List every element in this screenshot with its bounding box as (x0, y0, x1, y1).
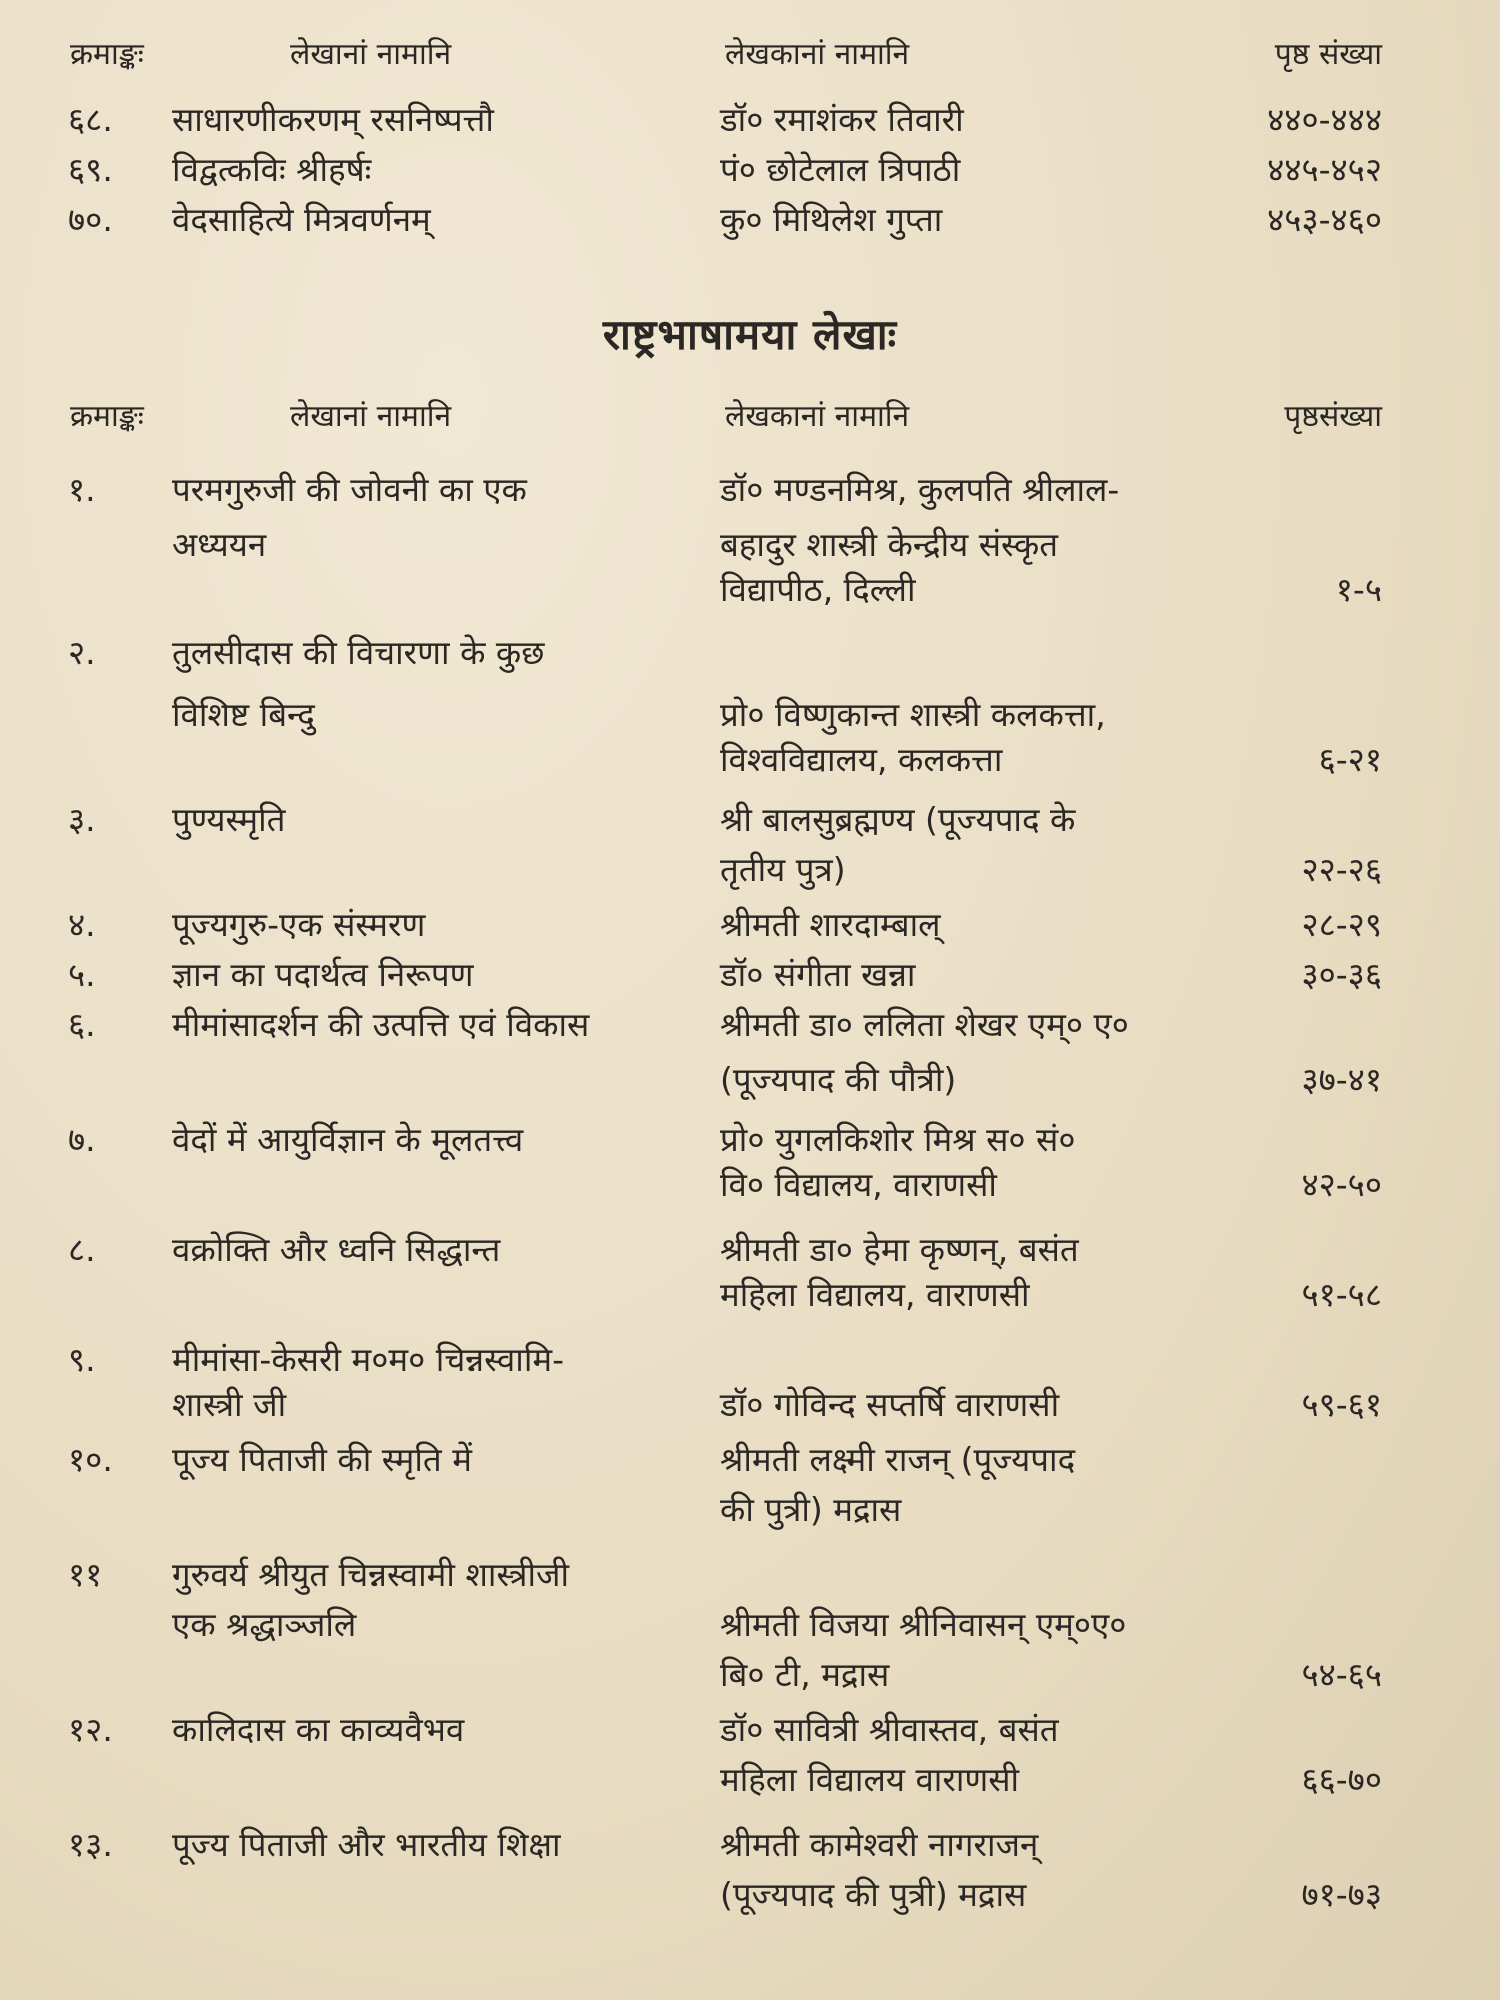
entry-pages: १-५ (1335, 570, 1382, 609)
entry-pages: २२-२६ (1301, 850, 1382, 889)
entry-title: गुरुवर्य श्रीयुत चिन्नस्वामी शास्त्रीजी (172, 1555, 570, 1594)
toc-row (0, 95, 1500, 145)
entry-number: ६८. (68, 100, 113, 139)
toc-line (0, 950, 1500, 1000)
entry-pages: ४४०-४४४ (1267, 100, 1382, 139)
entry-title: पुण्यस्मृति (172, 800, 286, 839)
entry-author: महिला विद्यालय वाराणसी (720, 1760, 1020, 1799)
entry-title: विद्वत्कविः श्रीहर्षः (172, 150, 372, 189)
toc-line (0, 565, 1500, 615)
entry-author: प्रो० युगलकिशोर मिश्र स० सं० (720, 1120, 1076, 1159)
entry-author: डॉ० गोविन्द सप्तर्षि वाराणसी (720, 1385, 1060, 1424)
entry-pages: ६-२१ (1318, 740, 1382, 779)
section-title: राष्ट्रभाषामया लेखाः (602, 310, 898, 359)
entry-author: पं० छोटेलाल त्रिपाठी (720, 150, 961, 189)
column-header (0, 392, 1500, 442)
col-author-header: लेखकानां नामानि (725, 399, 910, 434)
entry-pages: ४५३-४६० (1267, 200, 1382, 239)
entry-title: कालिदास का काव्यवैभव (172, 1710, 465, 1749)
toc-line (0, 690, 1500, 740)
entry-title: वेदों में आयुर्विज्ञान के मूलतत्त्व (172, 1120, 524, 1159)
entry-title: साधारणीकरणम् रसनिष्पत्तौ (172, 100, 494, 139)
entry-title: पूज्य पिताजी और भारतीय शिक्षा (172, 1825, 561, 1864)
toc-row (0, 145, 1500, 195)
toc-line (0, 1270, 1500, 1320)
toc-line (0, 735, 1500, 785)
entry-author: श्री बालसुब्रह्मण्य (पूज्यपाद के (720, 800, 1076, 839)
entry-number: ३. (68, 800, 96, 839)
entry-title: परमगुरुजी की जोवनी का एक (172, 470, 527, 509)
toc-line (0, 1650, 1500, 1700)
entry-author: श्रीमती शारदाम्बाल् (720, 905, 941, 944)
entry-title: विशिष्ट बिन्दु (172, 695, 315, 734)
entry-number: ९. (68, 1340, 96, 1379)
entry-number: १३. (68, 1825, 113, 1864)
entry-author: की पुत्री) मद्रास (720, 1490, 902, 1529)
entry-number: ७०. (68, 200, 113, 239)
entry-author: डॉ० सावित्री श्रीवास्तव, बसंत (720, 1710, 1059, 1749)
entry-author: डॉ० मण्डनमिश्र, कुलपति श्रीलाल- (720, 470, 1120, 509)
col-author-header: लेखकानां नामानि (725, 37, 910, 72)
entry-pages: ४२-५० (1301, 1165, 1382, 1204)
entry-title: अध्ययन (172, 525, 267, 564)
entry-author: श्रीमती डा० हेमा कृष्णन्, बसंत (720, 1230, 1079, 1269)
toc-line (0, 1055, 1500, 1105)
entry-pages: २८-२९ (1301, 905, 1382, 944)
toc-line (0, 1485, 1500, 1535)
entry-pages: ५९-६१ (1301, 1385, 1382, 1424)
toc-line (0, 900, 1500, 950)
toc-line (0, 628, 1500, 678)
entry-title: वेदसाहित्ये मित्रवर्णनम् (172, 200, 431, 239)
col-title-header: लेखानां नामानि (290, 399, 452, 434)
entry-number: १०. (68, 1440, 113, 1479)
toc-line (0, 1705, 1500, 1755)
entry-title: पूज्यगुरु-एक संस्मरण (172, 905, 426, 944)
entry-title: मीमांसा-केसरी म०म० चिन्नस्वामि- (172, 1340, 565, 1379)
entry-title: तुलसीदास की विचारणा के कुछ (172, 633, 545, 672)
col-num-header: क्रमाङ्कः (70, 37, 144, 72)
toc-line (0, 1550, 1500, 1600)
entry-number: ११ (68, 1555, 103, 1594)
entry-title: एक श्रद्धाञ्जलि (172, 1605, 357, 1644)
entry-author: डॉ० संगीता खन्ना (720, 955, 916, 994)
entry-number: ८. (68, 1230, 96, 1269)
entry-pages: ३७-४१ (1301, 1060, 1382, 1099)
entry-number: ६. (68, 1005, 96, 1044)
col-page-header: पृष्ठसंख्या (1284, 399, 1382, 434)
entry-number: १. (68, 470, 96, 509)
entry-author: विश्वविद्यालय, कलकत्ता (720, 740, 1003, 779)
entry-author: (पूज्यपाद की पुत्री) मद्रास (720, 1875, 1027, 1914)
entry-pages: ६६-७० (1301, 1760, 1382, 1799)
entry-title: मीमांसादर्शन की उत्पत्ति एवं विकास (172, 1005, 590, 1044)
toc-line (0, 1225, 1500, 1275)
toc-line (0, 520, 1500, 570)
toc-line (0, 1870, 1500, 1920)
entry-author: श्रीमती डा० ललिता शेखर एम्० ए० (720, 1005, 1129, 1044)
entry-author: प्रो० विष्णुकान्त शास्त्री कलकत्ता, (720, 695, 1106, 734)
entry-number: ६९. (68, 150, 113, 189)
toc-line (0, 1000, 1500, 1050)
entry-number: १२. (68, 1710, 113, 1749)
toc-line (0, 795, 1500, 845)
toc-line (0, 845, 1500, 895)
entry-pages: ४४५-४५२ (1267, 150, 1382, 189)
entry-title: शास्त्री जी (172, 1385, 287, 1424)
entry-number: २. (68, 633, 96, 672)
entry-author: बहादुर शास्त्री केन्द्रीय संस्कृत (720, 525, 1059, 564)
entry-author: श्रीमती विजया श्रीनिवासन् एम्०ए० (720, 1605, 1127, 1644)
toc-row (0, 195, 1500, 245)
entry-author: कु० मिथिलेश गुप्ता (720, 200, 943, 239)
entry-author: महिला विद्यालय, वाराणसी (720, 1275, 1030, 1314)
entry-title: ज्ञान का पदार्थत्व निरूपण (172, 955, 474, 994)
toc-line (0, 1600, 1500, 1650)
toc-line (0, 1335, 1500, 1385)
entry-author: वि० विद्यालय, वाराणसी (720, 1165, 997, 1204)
entry-pages: ५४-६५ (1301, 1655, 1382, 1694)
entry-pages: ३०-३६ (1301, 955, 1382, 994)
entry-number: ५. (68, 955, 96, 994)
toc-line (0, 1755, 1500, 1805)
entry-author: डॉ० रमाशंकर तिवारी (720, 100, 964, 139)
toc-line (0, 1380, 1500, 1430)
entry-author: श्रीमती कामेश्वरी नागराजन् (720, 1825, 1039, 1864)
toc-line (0, 1435, 1500, 1485)
entry-author: तृतीय पुत्र) (720, 850, 846, 889)
entry-title: पूज्य पिताजी की स्मृति में (172, 1440, 472, 1479)
entry-number: ७. (68, 1120, 96, 1159)
entry-number: ४. (68, 905, 96, 944)
entry-pages: ५१-५८ (1301, 1275, 1382, 1314)
entry-title: वक्रोक्ति और ध्वनि सिद्धान्त (172, 1230, 501, 1269)
top-column-header (0, 30, 1500, 80)
entry-author: विद्यापीठ, दिल्ली (720, 570, 916, 609)
entry-author: श्रीमती लक्ष्मी राजन् (पूज्यपाद (720, 1440, 1076, 1479)
toc-line (0, 1115, 1500, 1165)
col-title-header: लेखानां नामानि (290, 37, 452, 72)
col-num-header: क्रमाङ्कः (70, 399, 144, 434)
toc-line (0, 1820, 1500, 1870)
toc-line (0, 465, 1500, 515)
entry-author: बि० टी, मद्रास (720, 1655, 890, 1694)
entry-pages: ७१-७३ (1301, 1875, 1382, 1914)
toc-line (0, 1160, 1500, 1210)
col-page-header: पृष्ठ संख्या (1274, 37, 1382, 72)
entry-author: (पूज्यपाद की पौत्री) (720, 1060, 957, 1099)
